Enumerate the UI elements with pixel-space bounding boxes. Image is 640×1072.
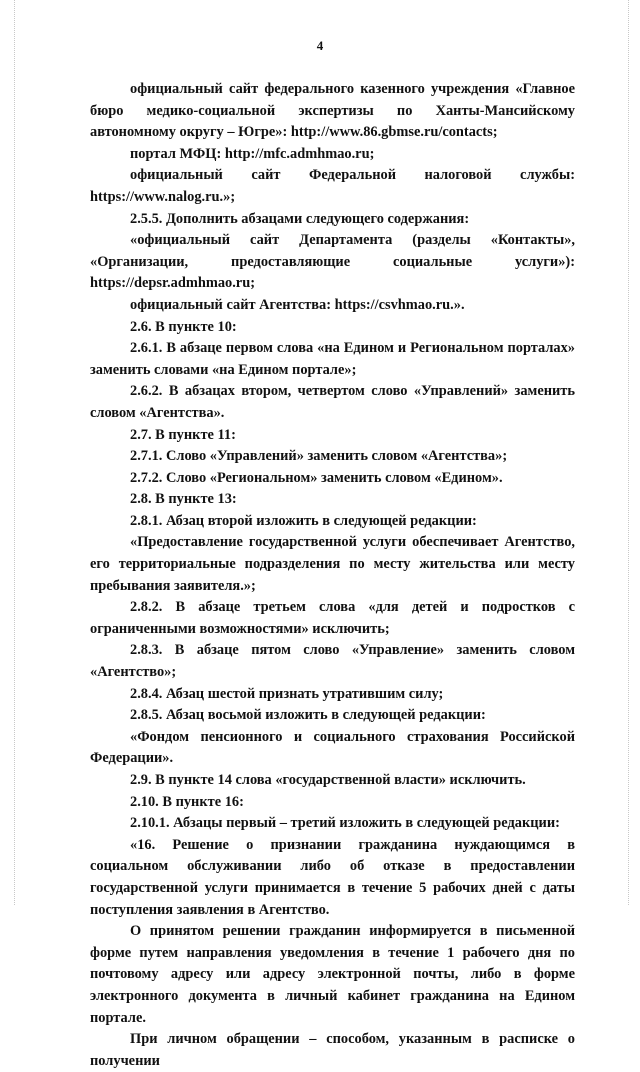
paragraph: «16. Решение о признании гражданина нуждающимся в социальном обслуживании либо об отказе в предоставлении государственной услуги принимается в течение 5 рабочих дней с даты поступления заявления в Агентство. (90, 836, 575, 918)
paragraph: 2.7.1. Слово «Управлений» заменить словом «Агентства»; (130, 448, 508, 465)
paragraph: 2.7.2. Слово «Региональном» заменить словом «Едином». (130, 469, 503, 486)
paragraph: 2.8. В пункте 13: (130, 491, 237, 508)
paragraph: О принятом решении гражданин информируется в письменной форме путем направления уведомления в течение 1 рабочего дня по почтовому адресу или адресу электронной почты, либо в форме электронного документа в личный кабинет гражданина на Едином портале. (90, 923, 575, 1026)
paragraph: 2.5.5. Дополнить абзацами следующего содержания: (130, 210, 470, 227)
paragraph: 2.6.1. В абзаце первом слова «на Едином и Региональном порталах» заменить словами «на Едином портале»; (90, 340, 575, 378)
document-body (90, 79, 575, 1072)
paragraph: «официальный сайт Департамента (разделы «Контакты», «Организации, предоставляющие социальные услуги»): https://depsr.admhmao.ru; (90, 232, 575, 292)
paragraph: «Фондом пенсионного и социального страхования Российской Федерации». (90, 728, 575, 767)
paragraph: официальный сайт Агентства: https://csvhmao.ru.». (130, 296, 465, 313)
paragraph: портал МФЦ: http://mfc.admhmao.ru; (130, 145, 375, 162)
paragraph: 2.9. В пункте 14 слова «государственной власти» исключить. (130, 772, 526, 788)
scan-edge-left (14, 0, 16, 905)
paragraph: 2.8.1. Абзац второй изложить в следующей редакции: (130, 512, 477, 529)
paragraph: 2.8.4. Абзац шестой признать утратившим силу; (130, 685, 444, 702)
paragraph: 2.8.5. Абзац восьмой изложить в следующей редакции: (130, 707, 486, 724)
paragraph: 2.8.3. В абзаце пятом слово «Управление» заменить словом «Агентство»; (90, 642, 575, 681)
scan-edge-right (628, 0, 630, 905)
paragraph: 2.6. В пункте 10: (130, 318, 237, 335)
paragraph: официальный сайт федерального казенного учреждения «Главное бюро медико-социальной экспертизы по Ханты-Мансийскому автономному округу – Югре»: http://www.86.gbmse.ru/contacts; (90, 81, 575, 141)
paragraph: «Предоставление государственной услуги обеспечивает Агентство, его территориальные подразделения по месту жительства или месту пребывания заявителя.»; (90, 534, 575, 594)
paragraph: При личном обращении – способом, указанным в расписке о получении (90, 1031, 575, 1069)
page-number: 4 (316, 38, 324, 53)
paragraph: 2.10. В пункте 16: (130, 793, 244, 810)
paragraph: 2.6.2. В абзацах втором, четвертом слово «Управлений» заменить словом «Агентства». (90, 383, 575, 421)
paragraph: 2.10.1. Абзацы первый – третий изложить в следующей редакции: (130, 815, 560, 832)
paragraph: официальный сайт Федеральной налоговой службы: https://www.nalog.ru.»; (90, 167, 575, 205)
paragraph: 2.8.2. В абзаце третьем слова «для детей и подростков с ограниченными возможностями» исключить; (90, 599, 575, 637)
paragraph: 2.7. В пункте 11: (130, 426, 236, 443)
